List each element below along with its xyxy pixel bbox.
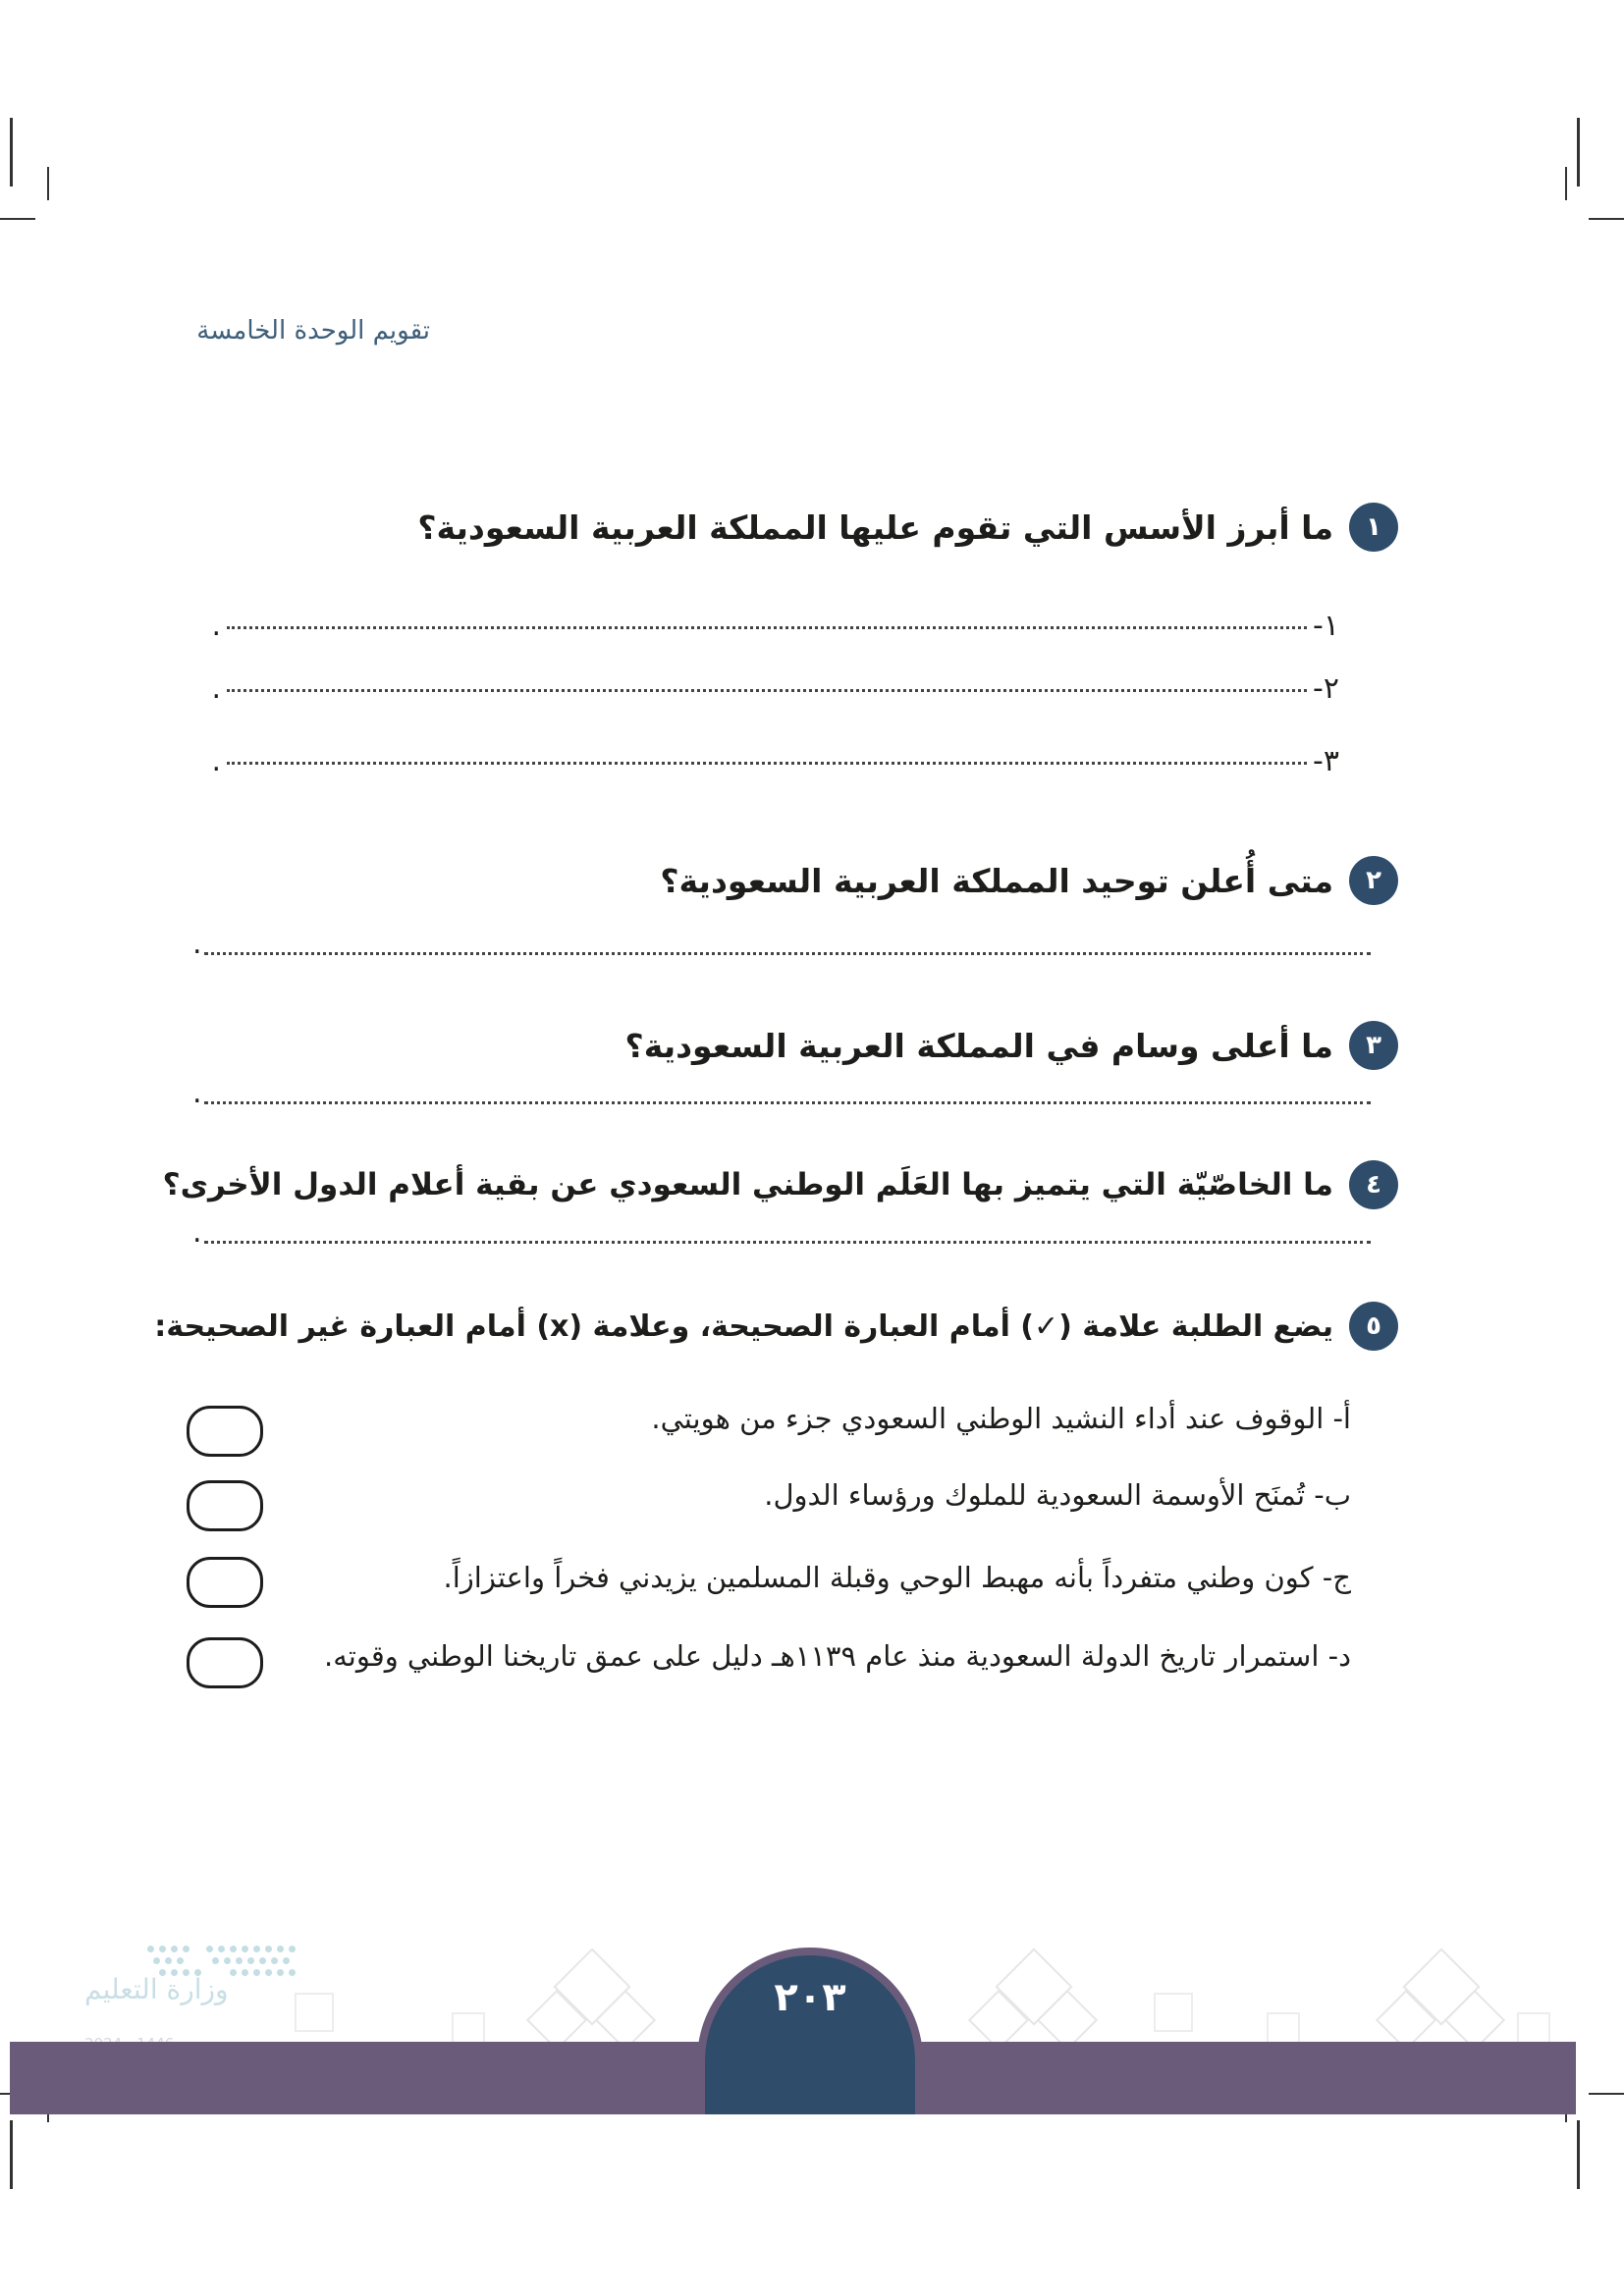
question-4 — [163, 1160, 1398, 1209]
question-number-badge: ٥ — [1349, 1302, 1398, 1351]
crop-mark — [1565, 167, 1567, 200]
square-decoration — [1267, 2012, 1300, 2044]
end-dot: . — [211, 671, 222, 706]
crop-mark — [1577, 2120, 1580, 2189]
question-number-badge: ٢ — [1349, 856, 1398, 905]
crop-mark — [1589, 218, 1624, 220]
question-5 — [154, 1302, 1398, 1351]
crop-mark — [10, 2120, 13, 2189]
end-dot: . — [192, 1076, 202, 1110]
statement-a: أ- الوقوف عند أداء النشيد الوطني السعودي جزء من هويتي. — [651, 1402, 1351, 1435]
square-decoration — [452, 2012, 485, 2044]
question-text: ما أعلى وسام في المملكة العربية السعودية؟ — [624, 1026, 1333, 1065]
statement-d: د- استمرار تاريخ الدولة السعودية منذ عام ١١٣٩هـ دليل على عمق تاريخنا الوطني وقوته. — [324, 1639, 1351, 1673]
question-text: يضع الطلبة علامة (✓) أمام العبارة الصحيحة، وعلامة (x) أمام العبارة غير الصحيحة: — [154, 1308, 1333, 1344]
question-number-badge: ٤ — [1349, 1160, 1398, 1209]
crop-mark — [1577, 118, 1580, 187]
page-number: ٢٠٣ — [774, 1975, 846, 2020]
question-text: متى أُعلن توحيد المملكة العربية السعودية؟ — [660, 861, 1333, 900]
answer-line-3[interactable] — [212, 744, 1340, 778]
answer-number: ٣- — [1313, 744, 1339, 778]
answer-box-a[interactable] — [187, 1406, 263, 1457]
question-3 — [625, 1021, 1398, 1070]
crop-mark — [0, 218, 35, 220]
crop-mark — [1589, 2093, 1624, 2095]
answer-box-b[interactable] — [187, 1480, 263, 1531]
answer-line[interactable] — [204, 1241, 1371, 1244]
dotted-line — [227, 762, 1307, 765]
answer-line[interactable] — [204, 952, 1371, 955]
ministry-name: وزارة التعليم — [84, 1973, 229, 2005]
square-decoration — [1517, 2012, 1550, 2044]
answer-box-c[interactable] — [187, 1557, 263, 1608]
question-2 — [660, 856, 1398, 905]
end-dot: . — [211, 609, 222, 643]
answer-box-d[interactable] — [187, 1637, 263, 1688]
end-dot: . — [192, 1215, 202, 1250]
end-dot: . — [192, 927, 202, 961]
square-decoration — [295, 1993, 334, 2032]
square-decoration — [1154, 1993, 1193, 2032]
question-1 — [417, 503, 1398, 552]
ministry-logo — [84, 1942, 229, 2053]
crop-mark — [10, 118, 13, 187]
question-text: ما الخاصّيّة التي يتميز بها العَلَم الوطني السعودي عن بقية أعلام الدول الأخرى؟ — [162, 1167, 1333, 1202]
answer-line[interactable] — [204, 1101, 1371, 1104]
dotted-line — [227, 689, 1307, 692]
dotted-line — [227, 626, 1307, 629]
page-number-tab — [697, 1948, 923, 2114]
answer-number: ٢- — [1313, 671, 1339, 706]
crop-mark — [47, 167, 49, 200]
question-number-badge: ١ — [1349, 503, 1398, 552]
end-dot: . — [211, 744, 222, 778]
answer-line-1[interactable] — [212, 609, 1340, 643]
statement-c: ج- كون وطني متفرداً بأنه مهبط الوحي وقبلة المسلمين يزيدني فخراً واعتزازاً. — [443, 1561, 1351, 1594]
statement-b: ب- تُمنَح الأوسمة السعودية للملوك ورؤساء الدول. — [764, 1478, 1351, 1512]
unit-title: تقويم الوحدة الخامسة — [196, 316, 430, 346]
answer-line-2[interactable] — [212, 671, 1340, 706]
question-number-badge: ٣ — [1349, 1021, 1398, 1070]
question-text: ما أبرز الأسس التي تقوم عليها المملكة العربية السعودية؟ — [417, 507, 1333, 547]
answer-number: ١- — [1313, 609, 1339, 643]
